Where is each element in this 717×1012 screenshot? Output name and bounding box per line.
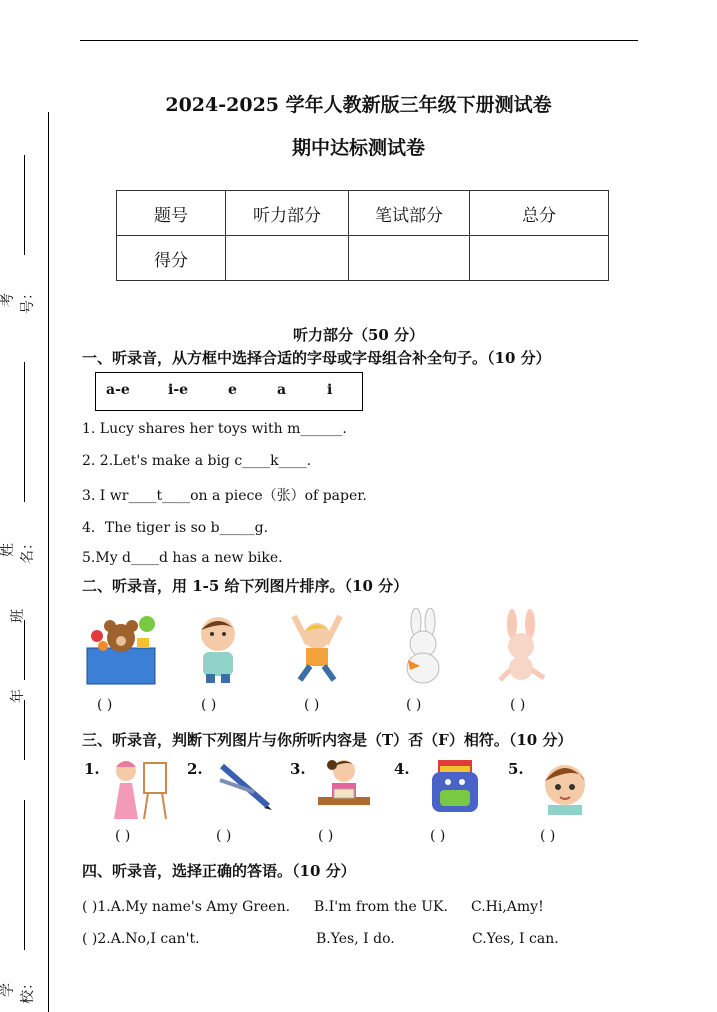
side-label-name: 姓名： bbox=[0, 536, 36, 564]
girl-reading-picture bbox=[314, 755, 374, 813]
answer-blank[interactable]: ( ) bbox=[430, 828, 446, 844]
score-header-cell: 笔试部分 bbox=[349, 191, 470, 236]
choice-row-1-a: ( )1.A.My name's Amy Green. bbox=[82, 899, 291, 915]
answer-blank[interactable]: ( ) bbox=[510, 697, 526, 713]
question-1: 1. Lucy shares her toys with m______. bbox=[82, 421, 347, 437]
letter-option: i-e bbox=[168, 382, 189, 398]
letter-option: e bbox=[228, 382, 237, 398]
page-title: 2024-2025 学年人教新版三年级下册测试卷 bbox=[165, 94, 552, 116]
choice-row-1-b: B.I'm from the UK. bbox=[314, 899, 448, 915]
question-4: 4．The tiger is so b_____g. bbox=[82, 520, 269, 536]
listening-header: 听力部分（50 分） bbox=[292, 326, 425, 344]
page-subtitle: 期中达标测试卷 bbox=[291, 137, 425, 159]
answer-blank[interactable]: ( ) bbox=[216, 828, 232, 844]
item-number: 4. bbox=[394, 760, 410, 778]
girl-jumping-picture bbox=[284, 612, 350, 684]
exam-no-underline bbox=[24, 155, 25, 255]
answer-blank[interactable]: ( ) bbox=[318, 828, 334, 844]
choice-row-1-c: C.Hi,Amy! bbox=[471, 899, 544, 915]
score-header-cell: 听力部分 bbox=[226, 191, 349, 236]
class-underline bbox=[24, 620, 25, 680]
pink-rabbit-picture bbox=[494, 608, 550, 686]
question-3: 3. I wr____t____on a piece（张）of paper. bbox=[82, 488, 367, 504]
choice-row-2-c: C.Yes, I can. bbox=[472, 931, 559, 947]
side-label-grade: 年 bbox=[10, 689, 26, 703]
schoolbag-picture bbox=[426, 756, 484, 816]
score-table-header-row bbox=[117, 191, 609, 236]
score-cell[interactable] bbox=[226, 236, 349, 281]
pen-pencil-picture bbox=[216, 762, 274, 812]
girl-painting-picture bbox=[106, 757, 170, 823]
side-label-exam-no: 考号： bbox=[0, 286, 36, 314]
rabbit-carrot-picture bbox=[398, 608, 448, 686]
item-number: 2. bbox=[187, 760, 203, 778]
school-underline bbox=[24, 800, 25, 950]
score-cell[interactable] bbox=[470, 236, 609, 281]
answer-blank[interactable]: ( ) bbox=[406, 697, 422, 713]
section2-title: 二、听录音，用 1-5 给下列图片排序。（10 分） bbox=[82, 577, 409, 595]
section4-title: 四、听录音，选择正确的答语。（10 分） bbox=[82, 862, 356, 880]
section3-title: 三、听录音，判断下列图片与你所听内容是（T）否（F）相符。（10 分） bbox=[82, 731, 573, 749]
score-header-cell: 总分 bbox=[470, 191, 609, 236]
answer-blank[interactable]: ( ) bbox=[304, 697, 320, 713]
item-number: 1. bbox=[84, 760, 100, 778]
side-label-school: 学校： bbox=[0, 976, 36, 1004]
score-row-label: 得分 bbox=[117, 236, 226, 281]
answer-blank[interactable]: ( ) bbox=[115, 828, 131, 844]
boy-face-picture bbox=[540, 755, 590, 815]
letter-options-box bbox=[95, 372, 363, 411]
name-underline bbox=[24, 362, 25, 502]
score-table bbox=[116, 190, 609, 281]
choice-row-2-a: ( )2.A.No,I can't. bbox=[82, 931, 200, 947]
answer-blank[interactable]: ( ) bbox=[540, 828, 556, 844]
letter-option: i bbox=[327, 382, 333, 398]
letter-option: a bbox=[277, 382, 287, 398]
question-2: 2. 2.Let's make a big c____k____. bbox=[82, 453, 312, 469]
answer-blank[interactable]: ( ) bbox=[201, 697, 217, 713]
item-number: 5. bbox=[508, 760, 524, 778]
score-header-cell: 题号 bbox=[117, 191, 226, 236]
section1-title: 一、听录音，从方框中选择合适的字母或字母组合补全句子。（10 分） bbox=[82, 349, 551, 367]
binding-line bbox=[48, 112, 49, 1012]
question-5: 5.My d____d has a new bike. bbox=[82, 550, 283, 566]
answer-blank[interactable]: ( ) bbox=[97, 697, 113, 713]
top-rule bbox=[80, 40, 638, 41]
item-number: 3. bbox=[290, 760, 306, 778]
choice-row-2-b: B.Yes, I do. bbox=[316, 931, 395, 947]
grade-underline bbox=[24, 700, 25, 760]
score-cell[interactable] bbox=[349, 236, 470, 281]
side-label-class: 班 bbox=[10, 609, 26, 623]
score-table-score-row bbox=[117, 236, 609, 281]
toy-box-picture bbox=[85, 610, 161, 686]
letter-option: a-e bbox=[106, 382, 130, 398]
boy-thinking-picture bbox=[193, 612, 243, 684]
